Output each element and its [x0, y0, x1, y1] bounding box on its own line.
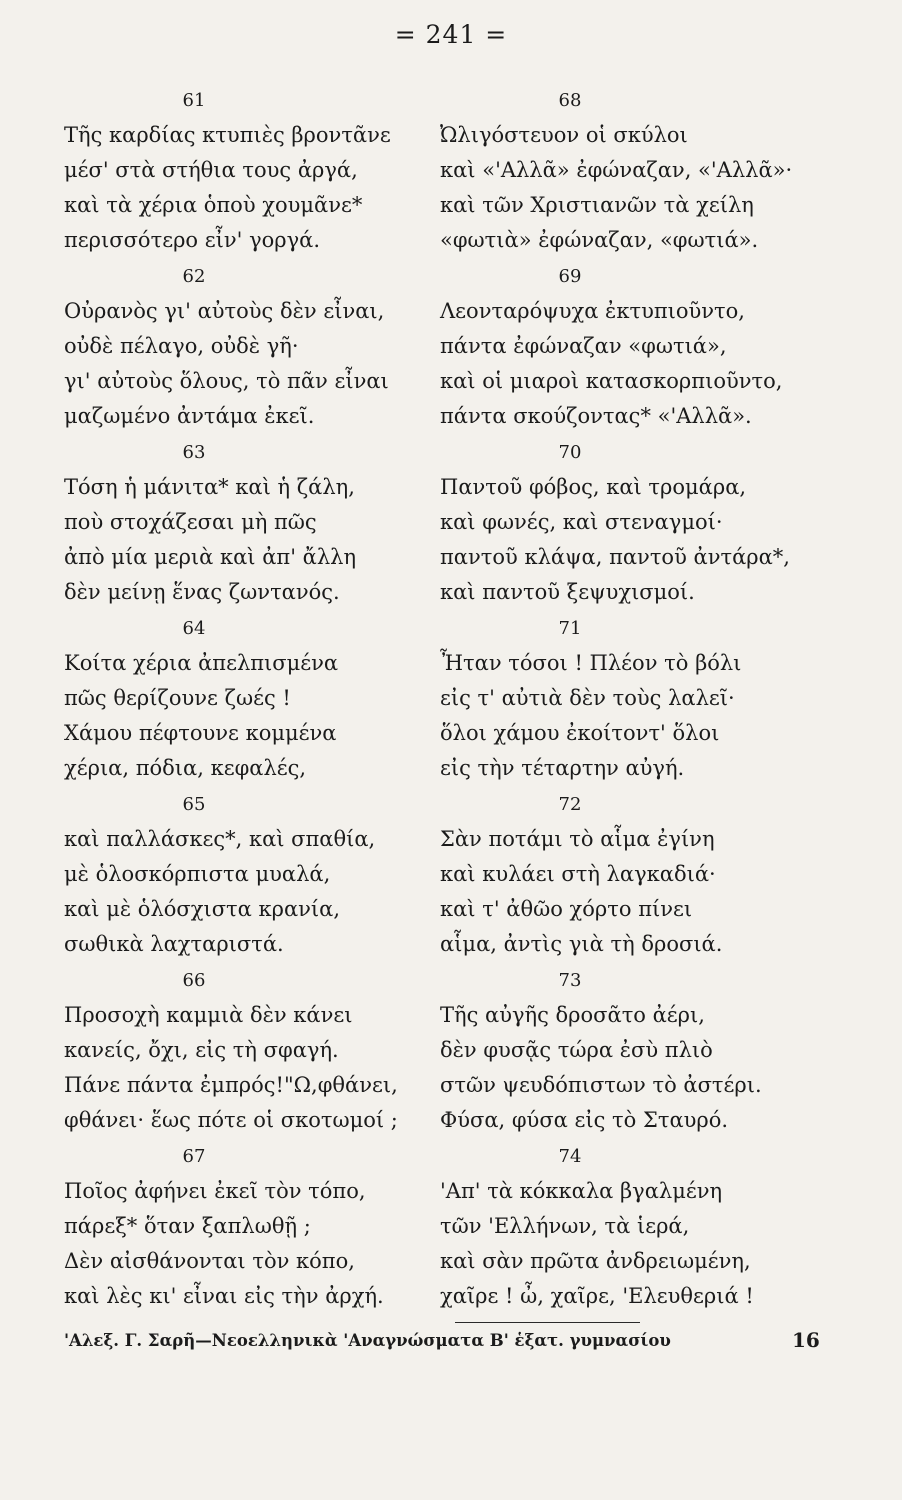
- verse-line: Δὲν αἰσθάνονται τὸν κόπο,: [64, 1249, 355, 1273]
- verse-line: πάρεξ* ὅταν ξαπλωθῇ ;: [64, 1214, 311, 1238]
- footer-rule: [455, 1322, 640, 1323]
- verse-line: καὶ φωνές, καὶ στεναγμοί·: [440, 510, 723, 534]
- stanza: [440, 88, 820, 264]
- verse-line: Φύσα, φύσα εἰς τὸ Σταυρό.: [440, 1108, 729, 1132]
- stanza: [440, 792, 820, 968]
- verse-line: «φωτιὰ» ἐφώναζαν, «φωτιά».: [440, 228, 759, 252]
- stanza: [64, 1144, 444, 1320]
- verse-line: καὶ κυλάει στὴ λαγκαδιά·: [440, 862, 716, 886]
- footer-credit: 'Αλεξ. Γ. Σαρῆ—Νεοελληνικὰ 'Αναγνώσματα Β' ἑξατ. γυμνασίου: [64, 1331, 671, 1350]
- stanza-number: 64: [182, 618, 206, 639]
- verse-line: κανείς, ὄχι, εἰς τὴ σφαγή.: [64, 1038, 339, 1062]
- verse-line: ἀπὸ μία μεριὰ καὶ ἀπ' ἄλλη: [64, 545, 357, 569]
- verse-line: σωθικὰ λαχταριστά.: [64, 932, 284, 956]
- verse-line: πάντα ἐφώναζαν «φωτιά»,: [440, 334, 727, 358]
- signature-number: 16: [792, 1328, 820, 1352]
- verse-line: καὶ παντοῦ ξεψυχισμοί.: [440, 580, 695, 604]
- verse-line: καὶ οἱ μιαροὶ κατασκορπιοῦντο,: [440, 369, 783, 393]
- verse-line: καὶ «'Αλλᾶ» ἐφώναζαν, «'Αλλᾶ»·: [440, 158, 793, 182]
- verse-line: χαῖρε ! ὦ, χαῖρε, 'Ελευθεριά !: [440, 1284, 754, 1308]
- verse-line: μαζωμένο ἀντάμα ἐκεῖ.: [64, 404, 315, 428]
- verse-line: καὶ τῶν Χριστιανῶν τὰ χείλη: [440, 193, 754, 217]
- verse-line: δὲν φυσᾷς τώρα ἐσὺ πλιὸ: [440, 1038, 713, 1062]
- verse-line: χέρια, πόδια, κεφαλές,: [64, 756, 307, 780]
- verse-line: περισσότερο εἶν' γοργά.: [64, 228, 321, 252]
- verse-line: Παντοῦ φόβος, καὶ τρομάρα,: [440, 475, 747, 499]
- stanza: [64, 264, 444, 440]
- stanza: [440, 1144, 820, 1320]
- verse-line: Ποῖος ἀφήνει ἐκεῖ τὸν τόπο,: [64, 1179, 366, 1203]
- verse-line: δὲν μείνῃ ἕνας ζωντανός.: [64, 580, 340, 604]
- verse-line: εἰς τὴν τέταρτην αὐγή.: [440, 756, 685, 780]
- verse-line: Οὐρανὸς γι' αὐτοὺς δὲν εἶναι,: [64, 299, 385, 323]
- verse-line: οὐδὲ πέλαγο, οὐδὲ γῆ·: [64, 334, 299, 358]
- stanza: [440, 968, 820, 1144]
- stanza-number: 63: [182, 442, 206, 463]
- verse-line: Τόση ἡ μάνιτα* καὶ ἡ ζάλη,: [64, 475, 355, 499]
- stanza: [64, 792, 444, 968]
- stanza-number: 66: [182, 970, 206, 991]
- verse-line: μέσ' στὰ στήθια τους ἀργά,: [64, 158, 358, 182]
- right-column: [440, 88, 820, 1320]
- verse-line: Χάμου πέφτουνε κομμένα: [64, 721, 337, 745]
- stanza: [64, 440, 444, 616]
- verse-line: πῶς θερίζουνε ζωές !: [64, 686, 291, 710]
- verse-line: πάντα σκούζοντας* «'Αλλᾶ».: [440, 404, 752, 428]
- verse-line: 'Απ' τὰ κόκκαλα βγαλμένη: [440, 1179, 723, 1203]
- stanza-number: 71: [558, 618, 582, 639]
- verse-line: Προσοχὴ καμμιὰ δὲν κάνει: [64, 1003, 353, 1027]
- verse-line: παντοῦ κλάψα, παντοῦ ἀντάρα*,: [440, 545, 790, 569]
- verse-line: καὶ παλλάσκες*, καὶ σπαθία,: [64, 827, 376, 851]
- left-column: [64, 88, 444, 1320]
- verse-line: ποὺ στοχάζεσαι μὴ πῶς: [64, 510, 317, 534]
- verse-line: Λεονταρόψυχα ἐκτυπιοῦντο,: [440, 299, 745, 323]
- verse-line: καὶ τ' ἀθῶο χόρτο πίνει: [440, 897, 693, 921]
- stanza-number: 72: [558, 794, 582, 815]
- verse-line: Τῆς αὐγῆς δροσᾶτο ἀέρι,: [440, 1003, 705, 1027]
- stanza: [64, 968, 444, 1144]
- verse-line: Σὰν ποτάμι τὸ αἷμα ἐγίνη: [440, 827, 715, 851]
- stanza: [440, 616, 820, 792]
- stanza-number: 69: [558, 266, 582, 287]
- verse-line: τῶν 'Ελλήνων, τὰ ἱερά,: [440, 1214, 690, 1238]
- stanza-number: 70: [558, 442, 582, 463]
- stanza-number: 65: [182, 794, 206, 815]
- verse-line: ὅλοι χάμου ἐκοίτοντ' ὅλοι: [440, 721, 720, 745]
- stanza-number: 68: [558, 90, 582, 111]
- verse-line: Ἦταν τόσοι ! Πλέον τὸ βόλι: [440, 651, 742, 675]
- verse-line: Τῆς καρδίας κτυπιὲς βροντᾶνε: [64, 123, 391, 147]
- verse-line: καὶ σὰν πρῶτα ἀνδρειωμένη,: [440, 1249, 751, 1273]
- stanza: [64, 616, 444, 792]
- page-number: = 241 =: [394, 20, 508, 49]
- verse-line: στῶν ψευδόπιστων τὸ ἀστέρι.: [440, 1073, 762, 1097]
- stanza: [64, 88, 444, 264]
- stanza-number: 61: [182, 90, 206, 111]
- verse-line: Πάνε πάντα ἐμπρός!"Ω,φθάνει,: [64, 1073, 398, 1097]
- stanza-number: 74: [558, 1146, 582, 1167]
- verse-line: φθάνει· ἕως πότε οἱ σκοτωμοί ;: [64, 1108, 398, 1132]
- stanza: [440, 440, 820, 616]
- stanza-number: 62: [182, 266, 206, 287]
- verse-line: μὲ ὁλοσκόρπιστα μυαλά,: [64, 862, 331, 886]
- stanza-number: 67: [182, 1146, 206, 1167]
- verse-line: καὶ τὰ χέρια ὁποὺ χουμᾶνε*: [64, 193, 363, 217]
- stanza-number: 73: [558, 970, 582, 991]
- verse-line: εἰς τ' αὐτιὰ δὲν τοὺς λαλεῖ·: [440, 686, 735, 710]
- verse-line: αἷμα, ἀντὶς γιὰ τὴ δροσιά.: [440, 932, 723, 956]
- verse-line: καὶ μὲ ὁλόσχιστα κρανία,: [64, 897, 341, 921]
- stanza: [440, 264, 820, 440]
- verse-line: Ὠλιγόστευον οἱ σκύλοι: [440, 123, 688, 147]
- verse-line: γι' αὐτοὺς ὅλους, τὸ πᾶν εἶναι: [64, 369, 389, 393]
- verse-line: καὶ λὲς κι' εἶναι εἰς τὴν ἀρχή.: [64, 1284, 384, 1308]
- verse-line: Κοίτα χέρια ἀπελπισμένα: [64, 651, 339, 675]
